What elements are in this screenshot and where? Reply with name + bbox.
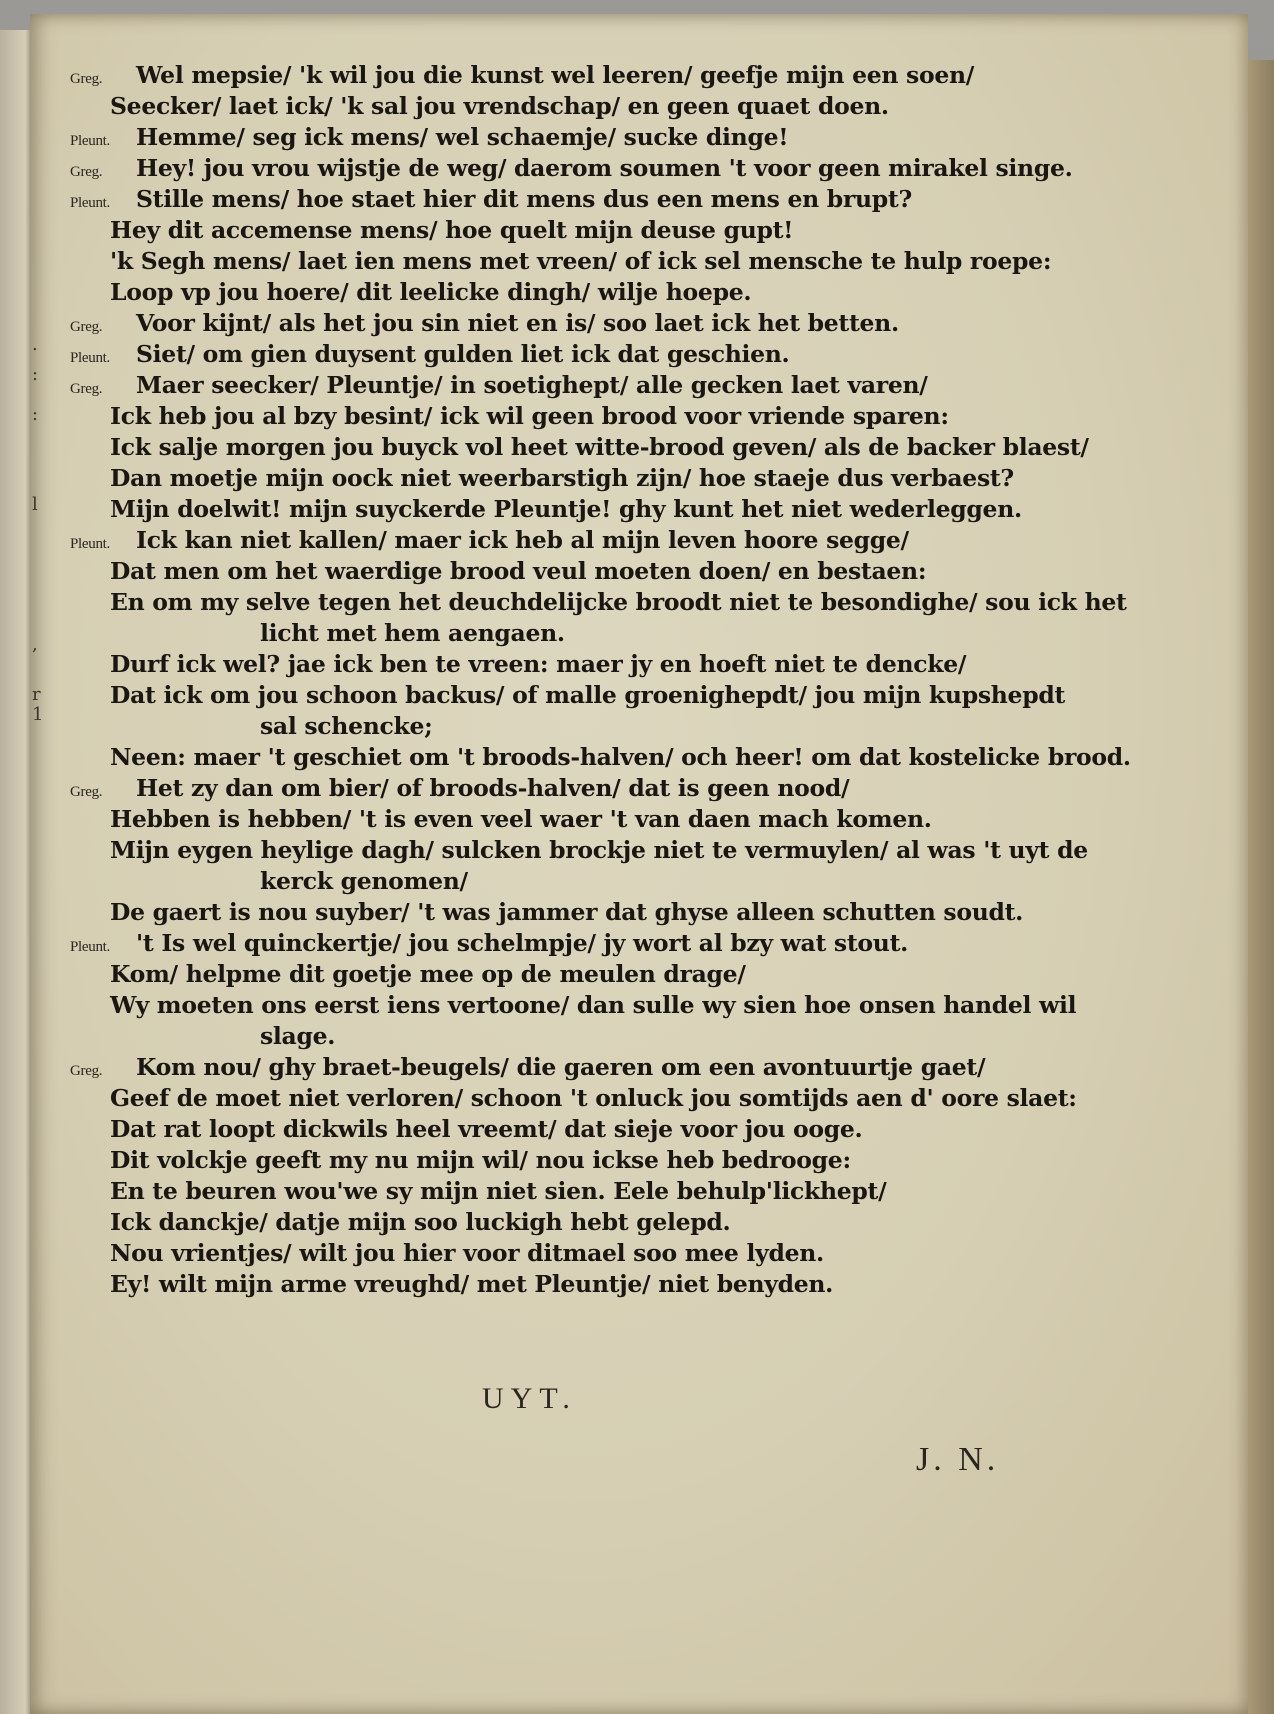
- verse-line: [70, 959, 1130, 990]
- verse-line: [70, 432, 1130, 463]
- verse-line: [70, 680, 1130, 711]
- speaker-label: Pleunt.: [70, 195, 110, 211]
- verse-text-line: Kom/ helpme dit goetje mee op de meulen drage/: [110, 960, 746, 988]
- verse-line: [70, 463, 1130, 494]
- verse-text-line: kerck genomen/: [260, 867, 468, 895]
- verse-line: [70, 1083, 1130, 1114]
- verse-line: [70, 711, 1130, 742]
- verse-line: [70, 339, 1130, 370]
- verse-line: [70, 649, 1130, 680]
- verse-line: [70, 246, 1130, 277]
- verse-text-line: Dat men om het waerdige brood veul moeten doen/ en bestaen:: [110, 557, 927, 585]
- verse-text-line: Wy moeten ons eerst iens vertoone/ dan sulle wy sien hoe onsen handel wil: [110, 991, 1077, 1019]
- verse-text: [70, 60, 1130, 1300]
- verse-line: [70, 1238, 1130, 1269]
- book-page: [30, 14, 1248, 1714]
- verse-text-line: Mijn doelwit! mijn suyckerde Pleuntje! ghy kunt het niet wederleggen.: [110, 495, 1022, 523]
- verse-text-line: Hey! jou vrou wijstje de weg/ daerom soumen 't voor geen mirakel singe.: [136, 154, 1073, 182]
- margin-mark: ,: [32, 634, 38, 655]
- speaker-label: Pleunt.: [70, 939, 110, 955]
- verse-line: [70, 1114, 1130, 1145]
- verse-line: [70, 1052, 1130, 1083]
- author-initials: J. N.: [916, 1441, 1000, 1478]
- verse-line: [70, 1176, 1130, 1207]
- verse-text-line: En te beuren wou'we sy mijn niet sien. Eele behulp'lickhept/: [110, 1177, 887, 1205]
- verse-text-line: Hey dit accemense mens/ hoe quelt mijn deuse gupt!: [110, 216, 794, 244]
- verse-text-line: sal schencke;: [260, 712, 433, 740]
- verse-text-line: Ey! wilt mijn arme vreughd/ met Pleuntje/ niet benyden.: [110, 1270, 834, 1298]
- verse-text-line: En om my selve tegen het deuchdelijcke broodt niet te besondighe/ sou ick het: [110, 588, 1127, 616]
- speaker-label: Greg.: [70, 71, 103, 87]
- speaker-label: Pleunt.: [70, 133, 110, 149]
- speaker-label: Greg.: [70, 319, 103, 335]
- margin-mark: :: [32, 364, 39, 385]
- margin-mark: r: [32, 684, 41, 705]
- verse-line: [70, 122, 1130, 153]
- verse-text-line: 'k Segh mens/ laet ien mens met vreen/ of ick sel mensche te hulp roepe:: [110, 247, 1052, 275]
- margin-mark: l: [32, 494, 38, 515]
- verse-line: [70, 835, 1130, 866]
- verse-line: [70, 184, 1130, 215]
- speaker-label: Greg.: [70, 164, 103, 180]
- verse-text-line: Durf ick wel? jae ick ben te vreen: maer jy en hoeft niet te dencke/: [110, 650, 967, 678]
- verse-text-line: Dit volckje geeft my nu mijn wil/ nou ickse heb bedrooge:: [110, 1146, 851, 1174]
- verse-text-line: Siet/ om gien duysent gulden liet ick dat geschien.: [136, 340, 790, 368]
- verse-text-line: 't Is wel quinckertje/ jou schelmpje/ jy wort al bzy wat stout.: [136, 929, 908, 957]
- verse-line: [70, 494, 1130, 525]
- verse-text-line: Ick kan niet kallen/ maer ick heb al mijn leven hoore segge/: [136, 526, 909, 554]
- verse-line: [70, 1021, 1130, 1052]
- verse-line: [70, 556, 1130, 587]
- verse-line: [70, 897, 1130, 928]
- verse-text-line: Seecker/ laet ick/ 'k sal jou vrendschap/ en geen quaet doen.: [110, 92, 889, 120]
- verse-text-line: Maer seecker/ Pleuntje/ in soetighept/ alle gecken laet varen/: [136, 371, 928, 399]
- verse-line: [70, 370, 1130, 401]
- verse-text-line: Wel mepsie/ 'k wil jou die kunst wel leeren/ geefje mijn een soen/: [136, 61, 975, 89]
- margin-mark: .: [32, 334, 38, 355]
- verse-text-line: Het zy dan om bier/ of broods-halven/ dat is geen nood/: [136, 774, 850, 802]
- speaker-label: Pleunt.: [70, 350, 110, 366]
- margin-mark: 1: [32, 704, 44, 725]
- verse-line: [70, 990, 1130, 1021]
- verse-line: [70, 60, 1130, 91]
- verse-line: [70, 742, 1130, 773]
- verse-text-line: Kom nou/ ghy braet-beugels/ die gaeren om een avontuurtje gaet/: [136, 1053, 986, 1081]
- verse-line: [70, 928, 1130, 959]
- verse-line: [70, 1269, 1130, 1300]
- margin-mark: :: [32, 404, 39, 425]
- verse-line: [70, 1145, 1130, 1176]
- verse-line: [70, 401, 1130, 432]
- closing-word: UYT.: [482, 1382, 577, 1415]
- verse-text-line: Dat rat loopt dickwils heel vreemt/ dat sieje voor jou ooge.: [110, 1115, 863, 1143]
- verse-line: [70, 866, 1130, 897]
- verse-line: [70, 804, 1130, 835]
- speaker-label: Greg.: [70, 381, 103, 397]
- speaker-label: Greg.: [70, 784, 103, 800]
- verse-line: [70, 308, 1130, 339]
- verse-text-line: Dat ick om jou schoon backus/ of malle groenighepdt/ jou mijn kupshepdt: [110, 681, 1066, 709]
- verse-line: [70, 215, 1130, 246]
- verse-text-line: Hebben is hebben/ 't is even veel waer 't van daen mach komen.: [110, 805, 932, 833]
- verse-text-line: Geef de moet niet verloren/ schoon 't onluck jou somtijds aen d' oore slaet:: [110, 1084, 1077, 1112]
- verse-text-line: Dan moetje mijn oock niet weerbarstigh zijn/ hoe staeje dus verbaest?: [110, 464, 1014, 492]
- verse-text-line: Mijn eygen heylige dagh/ sulcken brockje niet te vermuylen/ al was 't uyt de: [110, 836, 1088, 864]
- verse-line: [70, 773, 1130, 804]
- verse-text-line: licht met hem aengaen.: [260, 619, 565, 647]
- verse-text-line: Neen: maer 't geschiet om 't broods-halven/ och heer! om dat kostelicke brood.: [110, 743, 1131, 771]
- verse-line: [70, 153, 1130, 184]
- speaker-label: Greg.: [70, 1063, 103, 1079]
- verse-text-line: Stille mens/ hoe staet hier dit mens dus een mens en brupt?: [136, 185, 912, 213]
- verse-text-line: Loop vp jou hoere/ dit leelicke dingh/ wilje hoepe.: [110, 278, 752, 306]
- verse-text-line: slage.: [260, 1022, 336, 1050]
- verse-line: [70, 587, 1130, 618]
- verse-text-line: Hemme/ seg ick mens/ wel schaemje/ sucke dinge!: [136, 123, 789, 151]
- verse-text-line: Ick danckje/ datje mijn soo luckigh hebt gelepd.: [110, 1208, 731, 1236]
- verse-text-line: De gaert is nou suyber/ 't was jammer dat ghyse alleen schutten soudt.: [110, 898, 1024, 926]
- verse-line: [70, 525, 1130, 556]
- verse-line: [70, 1207, 1130, 1238]
- verse-line: [70, 277, 1130, 308]
- verse-text-line: Nou vrientjes/ wilt jou hier voor ditmael soo mee lyden.: [110, 1239, 824, 1267]
- verse-line: [70, 91, 1130, 122]
- verse-text-line: Ick heb jou al bzy besint/ ick wil geen brood voor vriende sparen:: [110, 402, 949, 430]
- verse-text-line: Voor kijnt/ als het jou sin niet en is/ soo laet ick het betten.: [136, 309, 899, 337]
- verse-text-line: Ick salje morgen jou buyck vol heet witte-brood geven/ als de backer blaest/: [110, 433, 1089, 461]
- speaker-label: Pleunt.: [70, 536, 110, 552]
- verse-line: [70, 618, 1130, 649]
